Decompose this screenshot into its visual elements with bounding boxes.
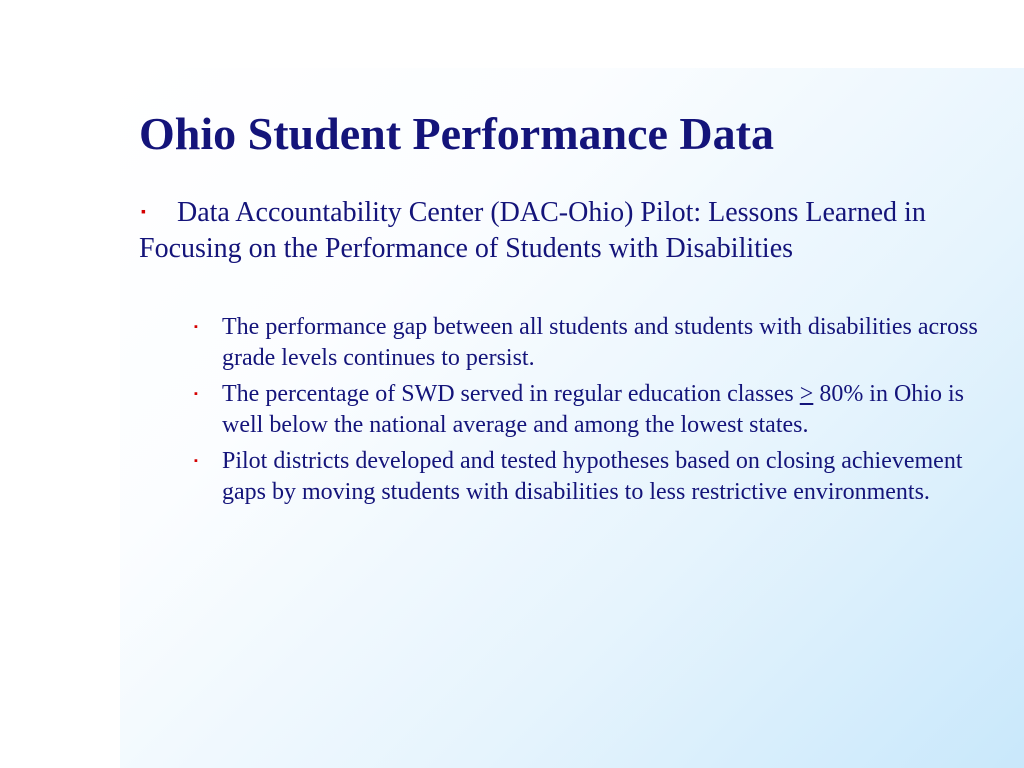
bullet-square-icon: ▪ <box>194 321 198 333</box>
sub-bullet-item <box>188 312 988 373</box>
bullet-square-icon: ▪ <box>141 205 146 220</box>
sub-bullet-list <box>188 312 988 513</box>
sub-bullet-item <box>188 379 988 440</box>
sub-bullet-text-start: The percentage of SWD served in regular education classes <box>222 381 800 407</box>
main-bullet-text: Data Accountability Center (DAC-Ohio) Pilot: Lessons Learned in Focusing on the Performance of Students with Disabilities <box>139 197 926 264</box>
sub-bullet-text: The performance gap between all students and students with disabilities across grade levels continues to persist. <box>222 314 978 371</box>
greater-equal-symbol: > <box>799 381 814 407</box>
sub-bullet-text-end: 80% in Ohio is well below the national average and among the lowest states. <box>222 381 964 438</box>
sub-bullet-text: Pilot districts developed and tested hypotheses based on closing achievement gaps by moving students with disabilities to less restrictive environments. <box>222 448 963 505</box>
bullet-square-icon: ▪ <box>194 455 198 467</box>
sub-bullet-item <box>188 446 988 507</box>
slide-title: Ohio Student Performance Data <box>139 108 774 159</box>
bullet-square-icon: ▪ <box>194 388 198 400</box>
main-bullet-point <box>139 195 954 267</box>
